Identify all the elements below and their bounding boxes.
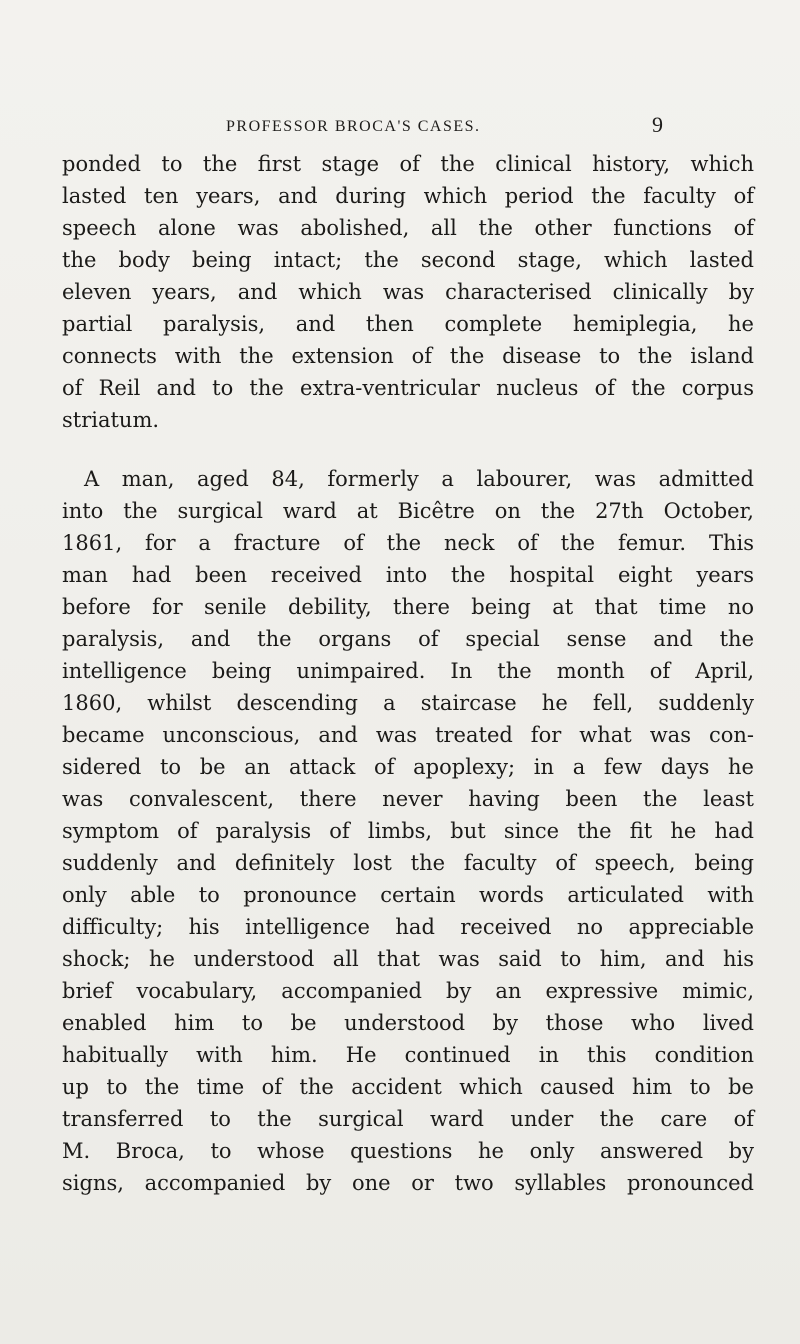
text-line: paralysis, and the organs of special sense and the (62, 627, 754, 651)
text-line: the body being intact; the second stage, which lasted (62, 248, 754, 272)
text-line: intelligence being unimpaired. In the month of April, (62, 659, 754, 683)
text-line: M. Broca, to whose questions he only answered by (62, 1139, 754, 1163)
text-line: sidered to be an attack of apoplexy; in a few days he (62, 755, 754, 779)
text-line: difficulty; his intelligence had received no appreciable (62, 915, 754, 939)
text-line: up to the time of the accident which caused him to be (62, 1075, 754, 1099)
text-line: signs, accompanied by one or two syllables pronounced (62, 1171, 754, 1195)
page-number: 9 (652, 112, 663, 137)
text-line: 1861, for a fracture of the neck of the femur. This (62, 531, 754, 555)
text-line: man had been received into the hospital eight years (62, 563, 754, 587)
text-line: of Reil and to the extra-ventricular nucleus of the corpus (62, 376, 754, 400)
text-line: lasted ten years, and during which period the faculty of (62, 184, 754, 208)
text-line: only able to pronounce certain words articulated with (62, 883, 754, 907)
text-line: shock; he understood all that was said to him, and his (62, 947, 754, 971)
text-line: became unconscious, and was treated for what was con- (62, 723, 754, 747)
text-line: transferred to the surgical ward under the care of (62, 1107, 754, 1131)
text-line: was convalescent, there never having been the least (62, 787, 754, 811)
paragraph-1 (62, 148, 754, 436)
text-line: eleven years, and which was characterised clinically by (62, 280, 754, 304)
text-line: speech alone was abolished, all the other functions of (62, 216, 754, 240)
body-text (62, 148, 754, 1199)
text-line: brief vocabulary, accompanied by an expressive mimic, (62, 979, 754, 1003)
text-line: suddenly and definitely lost the faculty of speech, being (62, 851, 754, 875)
text-line: enabled him to be understood by those who lived (62, 1011, 754, 1035)
paragraph-2 (62, 463, 754, 1199)
text-line: symptom of paralysis of limbs, but since the fit he had (62, 819, 754, 843)
text-line: ponded to the first stage of the clinical history, which (62, 152, 754, 176)
text-line: into the surgical ward at Bicêtre on the 27th October, (62, 499, 754, 523)
text-line: A man, aged 84, formerly a labourer, was admitted (84, 467, 754, 491)
text-line: connects with the extension of the disease to the island (62, 344, 754, 368)
text-line: partial paralysis, and then complete hemiplegia, he (62, 312, 754, 336)
text-line: before for senile debility, there being at that time no (62, 595, 754, 619)
running-head: PROFESSOR BROCA'S CASES. (226, 118, 481, 135)
text-line: habitually with him. He continued in this condition (62, 1043, 754, 1067)
text-line: 1860, whilst descending a staircase he fell, suddenly (62, 691, 754, 715)
text-line: striatum. (62, 408, 160, 432)
